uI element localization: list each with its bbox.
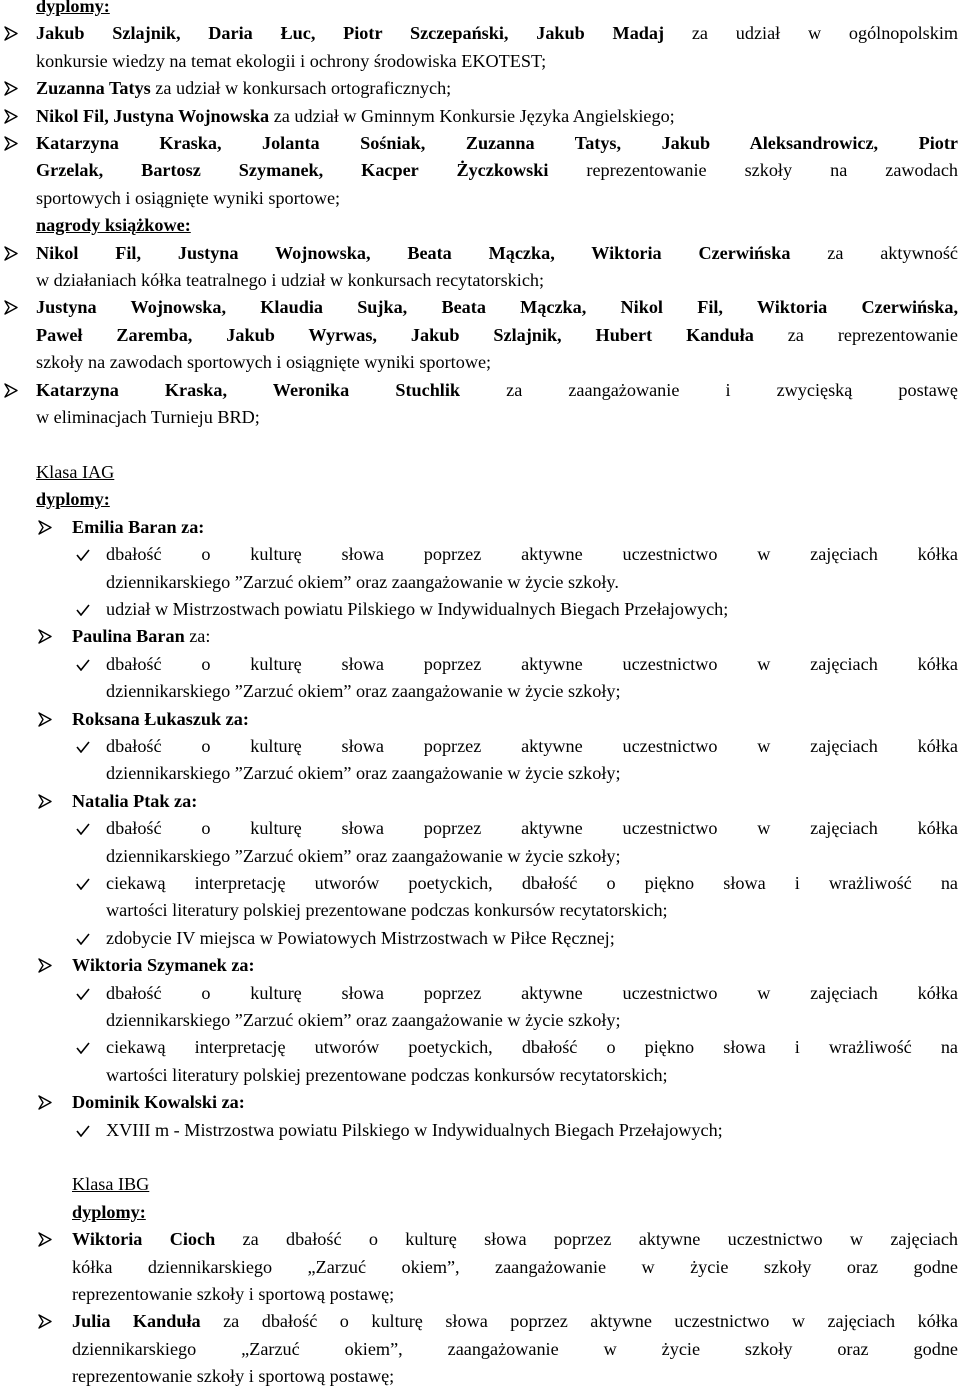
list-item: Wiktoria Cioch za dbałość o kulturę słowa poprzez aktywne uczestnictwo w zajęciach kółka dziennikarskiego „Zarzuć okiem”, zaangażowanie w życie szkoły oraz godne reprezentowanie szkoły i sportową postawę;	[0, 1226, 960, 1308]
student-entry	[0, 706, 960, 733]
checkmark-icon	[76, 1042, 90, 1054]
reason-item: dbałość o kulturę słowa poprzez aktywne uczestnictwo w zajęciach kółka dziennikarskiego ”Zarzuć okiem” oraz zaangażowanie w życie szkoły;	[0, 651, 960, 706]
student-entry	[0, 1089, 960, 1116]
checkmark-icon	[76, 878, 90, 890]
reason-item: XVIII m - Mistrzostwa powiatu Pilskiego w Indywidualnych Biegach Przełajowych;	[0, 1117, 960, 1144]
list-item: Julia Kanduła za dbałość o kulturę słowa poprzez aktywne uczestnictwo w zajęciach kółka dziennikarskiego „Zarzuć okiem”, zaangażowanie w życie szkoły oraz godne reprezentowanie szkoły i sportową postawę;	[0, 1308, 960, 1390]
arrow-bullet-icon	[4, 81, 18, 96]
diplomas-heading: dyplomy:	[36, 0, 110, 16]
checkmark-icon	[76, 604, 90, 616]
reason-item: dbałość o kulturę słowa poprzez aktywne uczestnictwo w zajęciach kółka dziennikarskiego ”Zarzuć okiem” oraz zaangażowanie w życie szkoły.	[0, 541, 960, 596]
arrow-bullet-icon	[4, 383, 18, 398]
reason-item: zdobycie IV miejsca w Powiatowych Mistrzostwach w Piłce Ręcznej;	[0, 925, 960, 952]
book-awards-heading: nagrody książkowe:	[36, 215, 191, 236]
student-name: Emilia Baran za:	[72, 516, 205, 537]
class-heading-ibg: Klasa IBG	[72, 1174, 150, 1195]
checkmark-icon	[76, 988, 90, 1000]
list-item: Nikol Fil, Justyna Wojnowska, Beata Mączka, Wiktoria Czerwińska za aktywność w działaniach kółka teatralnego i udział w konkursach recytatorskich;	[0, 240, 960, 295]
checkmark-icon	[76, 933, 90, 945]
list-item: Zuzanna Tatys za udział w konkursach ortograficznych;	[0, 75, 960, 102]
reason-item: dbałość o kulturę słowa poprzez aktywne uczestnictwo w zajęciach kółka dziennikarskiego ”Zarzuć okiem” oraz zaangażowanie w życie szkoły;	[0, 733, 960, 788]
arrow-bullet-icon	[4, 246, 18, 261]
student-name: Natalia Ptak za:	[72, 790, 198, 811]
arrow-bullet-icon	[38, 1232, 52, 1247]
student-name: Dominik Kowalski za:	[72, 1092, 245, 1113]
checkmark-icon	[76, 659, 90, 671]
student-entry	[0, 952, 960, 979]
reason-item: dbałość o kulturę słowa poprzez aktywne uczestnictwo w zajęciach kółka dziennikarskiego ”Zarzuć okiem” oraz zaangażowanie w życie szkoły;	[0, 980, 960, 1035]
student-name: Wiktoria Szymanek za:	[72, 955, 255, 976]
arrow-bullet-icon	[38, 794, 52, 809]
list-item: Katarzyna Kraska, Jolanta Sośniak, Zuzanna Tatys, Jakub Aleksandrowicz, Piotr Grzelak, Bartosz Szymanek, Kacper Życzkowski reprezentowanie szkoły na zawodach sportowych i osiągnięte wyniki sportowe;	[0, 130, 960, 212]
list-item: Justyna Wojnowska, Klaudia Sujka, Beata Mączka, Nikol Fil, Wiktoria Czerwińska, Paweł Zaremba, Jakub Wyrwas, Jakub Szlajnik, Hubert Kanduła za reprezentowanie szkoły na zawodach sportowych i osiągnięte wyniki sportowe;	[0, 294, 960, 376]
checkmark-icon	[76, 741, 90, 753]
arrow-bullet-icon	[4, 109, 18, 124]
arrow-bullet-icon	[4, 26, 18, 41]
arrow-bullet-icon	[4, 300, 18, 315]
reason-item: ciekawą interpretację utworów poetyckich, dbałość o piękno słowa i wrażliwość na wartości literatury polskiej prezentowane podczas konkursów recytatorskich;	[0, 1034, 960, 1089]
checkmark-icon	[76, 823, 90, 835]
student-entry	[0, 514, 960, 541]
arrow-bullet-icon	[38, 520, 52, 535]
arrow-bullet-icon	[38, 958, 52, 973]
arrow-bullet-icon	[38, 629, 52, 644]
diplomas-heading: dyplomy:	[36, 489, 110, 510]
student-name: Roksana Łukaszuk za:	[72, 708, 249, 729]
diplomas-heading: dyplomy:	[72, 1201, 146, 1222]
student-entry	[0, 788, 960, 815]
arrow-bullet-icon	[38, 712, 52, 727]
list-item: Jakub Szlajnik, Daria Łuc, Piotr Szczepański, Jakub Madaj za udział w ogólnopolskim konkursie wiedzy na temat ekologii i ochrony środowiska EKOTEST;	[0, 20, 960, 75]
list-item: Katarzyna Kraska, Weronika Stuchlik za zaangażowanie i zwycięską postawę w eliminacjach Turnieju BRD;	[0, 377, 960, 432]
checkmark-icon	[76, 1125, 90, 1137]
arrow-bullet-icon	[4, 136, 18, 151]
arrow-bullet-icon	[38, 1095, 52, 1110]
student-entry	[0, 623, 960, 650]
student-name: Paulina Baran za:	[72, 626, 211, 647]
class-heading-iag: Klasa IAG	[36, 461, 115, 482]
reason-item: dbałość o kulturę słowa poprzez aktywne uczestnictwo w zajęciach kółka dziennikarskiego ”Zarzuć okiem” oraz zaangażowanie w życie szkoły;	[0, 815, 960, 870]
reason-item: udział w Mistrzostwach powiatu Pilskiego w Indywidualnych Biegach Przełajowych;	[0, 596, 960, 623]
checkmark-icon	[76, 549, 90, 561]
arrow-bullet-icon	[38, 1314, 52, 1329]
reason-item: ciekawą interpretację utworów poetyckich, dbałość o piękno słowa i wrażliwość na wartości literatury polskiej prezentowane podczas konkursów recytatorskich;	[0, 870, 960, 925]
list-item: Nikol Fil, Justyna Wojnowska za udział w Gminnym Konkursie Języka Angielskiego;	[0, 103, 960, 130]
